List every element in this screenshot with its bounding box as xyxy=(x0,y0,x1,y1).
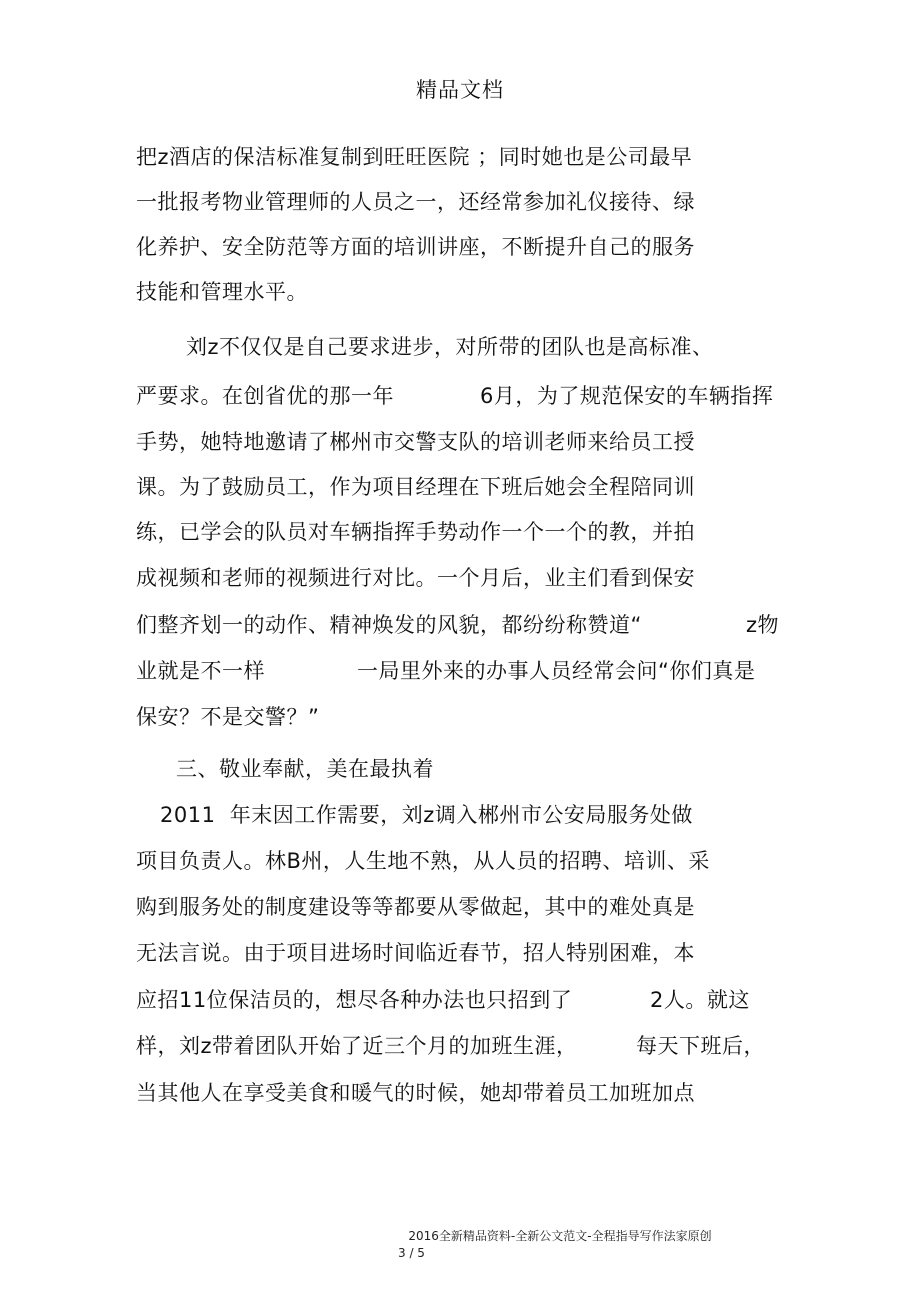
p2-line-5: 练，已学会的队员对车辆指挥手势动作一个一个的教，并拍 xyxy=(136,520,695,544)
p3-line-5b: 2人。就这 xyxy=(650,988,750,1012)
p3-line-3: 购到服务处的制度建设等等都要从零做起，其中的难处真是 xyxy=(136,895,695,919)
p1-line-3: 化养护、安全防范等方面的培训讲座，不断提升自己的服务 xyxy=(136,235,695,259)
p3-line-4: 无法言说。由于项目进场时间临近春节，招人特别困难，本 xyxy=(136,941,695,965)
p2-line-3: 手势，她特地邀请了郴州市交警支队的培训老师来给员工授 xyxy=(136,430,695,454)
p2-line-8b: 一局里外来的办事人员经常会问“你们真是 xyxy=(357,659,756,683)
p1-line-4: 技能和管理水平。 xyxy=(136,280,308,304)
section-heading-3: 三、敬业奉献，美在最执着 xyxy=(176,757,434,781)
p2-line-6: 成视频和老师的视频进行对比。一个月后，业主们看到保安 xyxy=(136,566,695,590)
p3-line-6b: 每天下班后， xyxy=(636,1034,765,1058)
p3-line-7: 当其他人在享受美食和暖气的时候，她却带着员工加班加点 xyxy=(136,1081,695,1105)
p2-line-7b: z物 xyxy=(746,613,780,637)
footer-text: 2016全新精品资料-全新公文范文-全程指导写作法家原创 xyxy=(408,1229,712,1243)
p3-line-1: 2011 年末因工作需要，刘z调入郴州市公安局服务处做 xyxy=(160,803,693,827)
p2-line-9: 保安？不是交警？” xyxy=(136,705,320,729)
p2-line-7a: 们整齐划一的动作、精神焕发的风貌，都纷纷称赞道“ xyxy=(136,613,642,637)
p1-line-1: 把z酒店的保洁标准复制到旺旺医院 ；同时她也是公司最早 xyxy=(136,145,693,169)
p3-line-6a: 样，刘z带着团队开始了近三个月的加班生涯， xyxy=(136,1034,578,1058)
p3-line-2: 项目负责人。林B州，人生地不熟，从人员的招聘、培训、采 xyxy=(136,849,710,873)
p3-line-5a: 应招11位保洁员的，想尽各种办法也只招到了 xyxy=(136,988,573,1012)
p2-line-8a: 业就是不一样 xyxy=(136,659,265,683)
p2-line-2b: 6月，为了规范保安的车辆指挥 xyxy=(480,384,774,408)
page-header-title: 精品文档 xyxy=(416,78,504,102)
p1-line-2: 一批报考物业管理师的人员之一，还经常参加礼仪接待、绿 xyxy=(136,190,695,214)
page-number: 3 / 5 xyxy=(398,1246,425,1260)
p2-line-2a: 严要求。在创省优的那一年 xyxy=(136,384,394,408)
p2-line-4: 课。为了鼓励员工，作为项目经理在下班后她会全程陪同训 xyxy=(136,475,695,499)
p2-line-1: 刘z不仅仅是自己要求进步，对所带的团队也是高标准、 xyxy=(186,335,714,359)
